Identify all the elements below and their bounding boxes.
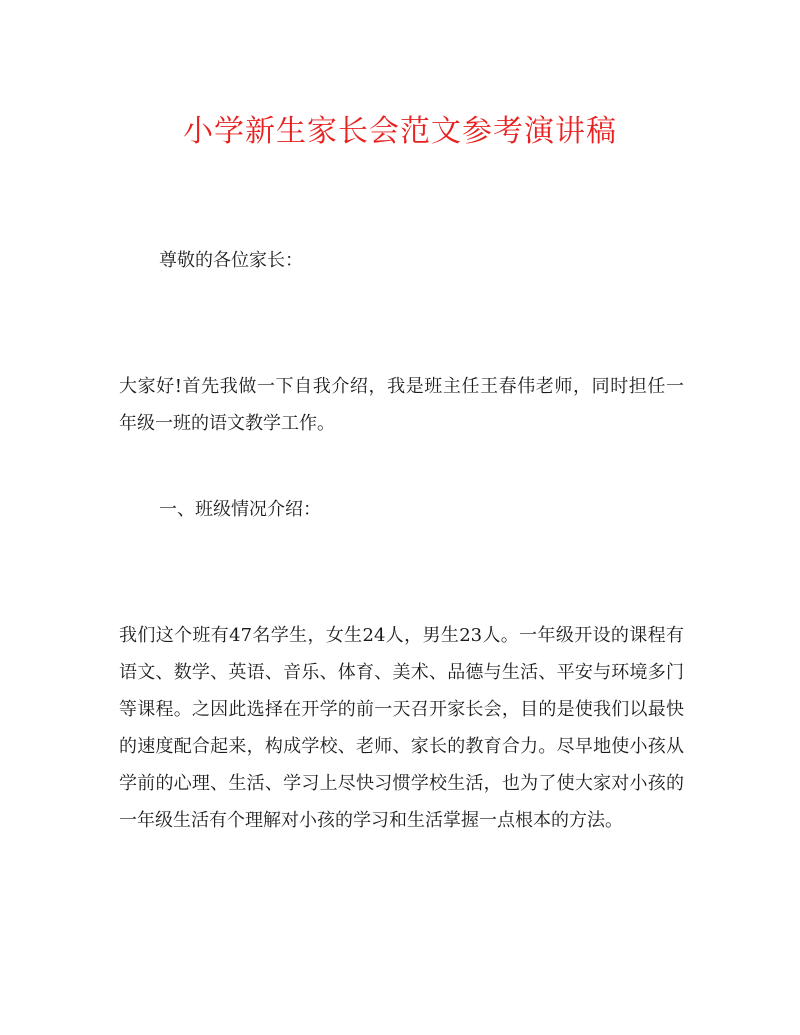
salutation: 尊敬的各位家长：	[159, 250, 303, 271]
section-heading-class-info: 一、班级情况介绍：	[159, 499, 321, 520]
class-info-paragraph: 我们这个班有47名学生，女生24人，男生23人。一年级开设的课程有语文、数学、英语、音乐、体育、美术、品德与生活、平安与环境多门等课程。之因此选择在开学的前一天召开家长会，目的是使我们以最快的速度配合起来，构成学校、老师、家长的教育合力。尽早地使小孩从学前的心理、生活、学习上尽快习惯学校生活，也为了使大家对小孩的一年级生活有个理解对小孩的学习和生活掌握一点根本的方法。	[119, 625, 684, 831]
document-title: 小学新生家长会范文参考演讲稿	[183, 114, 617, 149]
intro-paragraph: 大家好!首先我做一下自我介绍，我是班主任王春伟老师，同时担任一年级一班的语文教学工作。	[119, 376, 684, 434]
